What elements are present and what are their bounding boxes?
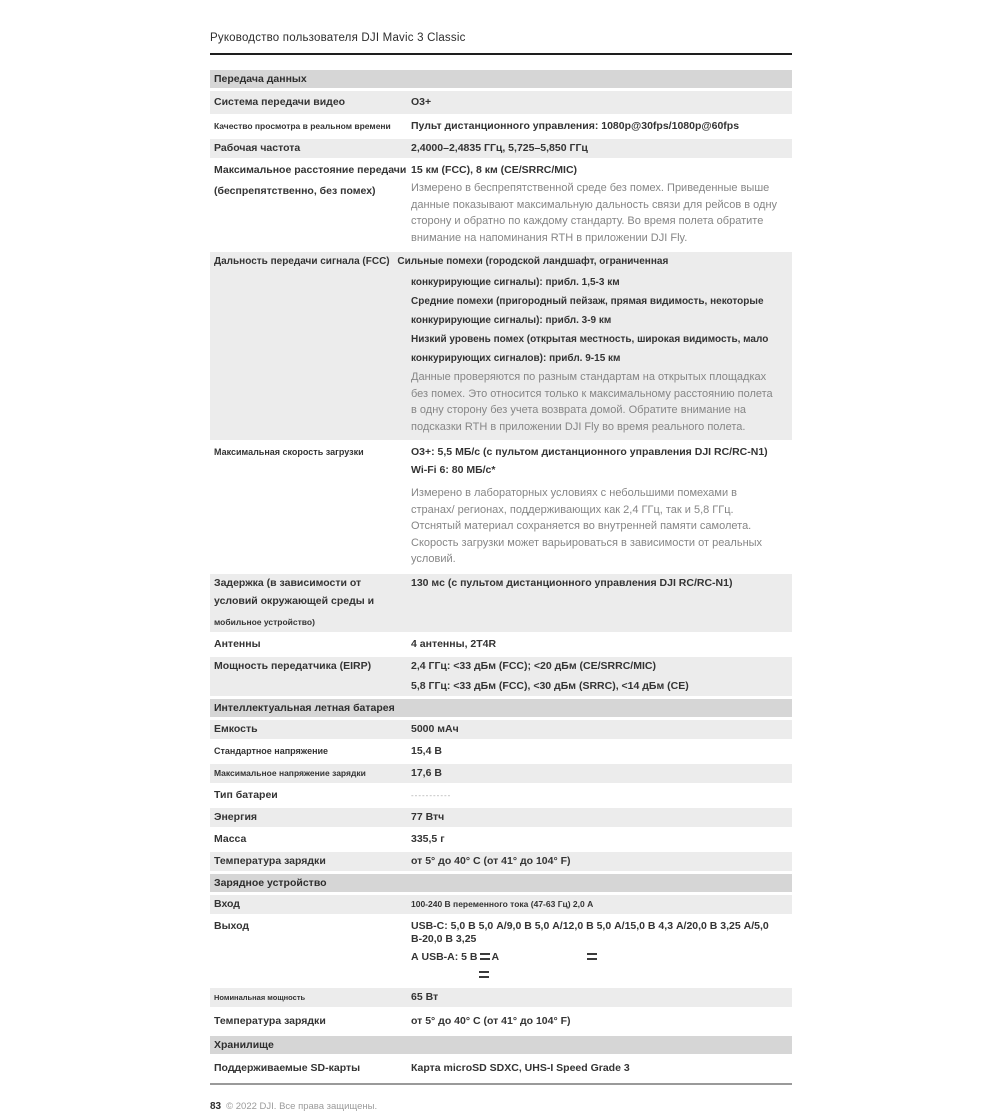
dc-symbol-icon <box>480 953 490 960</box>
spec-row-signal-range <box>210 252 792 443</box>
spec-value-redacted: ----------- <box>411 790 452 800</box>
spec-value-line <box>411 951 778 964</box>
spec-label <box>210 161 411 249</box>
dc-symbol-icon <box>479 971 489 978</box>
spec-note: Измерено в лабораторных условиях с небольшими помехами в странах/ регионах, поддерживающих как 2,4 ГГц, так и 5,8 ГГц. Отснятый материал сохраняется во внутренней памяти самолета. Скорость загрузки может варьироваться в зависимости от реальных условий. <box>411 487 763 565</box>
spec-row-input <box>210 895 792 917</box>
section-title: Зарядное устройство <box>214 876 327 889</box>
spec-value-line: конкурирующие сигналы): прибл. 3-9 км <box>411 315 612 326</box>
spec-row-max-charging-voltage <box>210 764 792 786</box>
doc-footer <box>210 1101 792 1112</box>
spec-label: Качество просмотра в реальном времени <box>214 121 391 131</box>
spec-value-line: USB-C: 5,0 В 5,0 А/9,0 В 5,0 А/12,0 В 5,0 А/15,0 В 4,3 А/20,0 В 3,25 А/5,0 В-20,0 В 3,25 <box>411 919 769 945</box>
spec-label: Максимальное напряжение зарядки <box>214 767 366 778</box>
spec-value-line: 2,4 ГГц: <33 дБм (FCC); <20 дБм (CE/SRRC/MIC) <box>411 659 656 672</box>
spec-label: Стандартное напряжение <box>214 745 329 756</box>
spec-row-upload-speed <box>210 443 792 574</box>
spec-label: Емкость <box>214 722 258 735</box>
dc-symbol-icon <box>587 953 597 960</box>
spec-row-antennas <box>210 635 792 657</box>
spec-value: 4 антенны, 2T4R <box>411 637 497 650</box>
spec-label: Вход <box>214 897 240 910</box>
spec-label-line: условий окружающей среды и <box>214 594 375 607</box>
spec-value: 130 мс (с пультом дистанционного управления DJI RC/RC-N1) <box>411 576 733 589</box>
spec-label: Рабочая частота <box>214 142 301 154</box>
doc-header-title: Руководство пользователя DJI Mavic 3 Classic <box>210 32 466 44</box>
section-header-battery <box>210 699 792 720</box>
spec-value-line: Сильные помехи (городской ландшафт, ограниченная <box>397 256 669 267</box>
spec-row-eirp <box>210 657 792 699</box>
spec-row-charging-temp-battery <box>210 852 792 874</box>
manual-page <box>210 0 792 1112</box>
spec-value: 65 Вт <box>411 990 439 1003</box>
spec-value: от 5° до 40° C (от 41° до 104° F) <box>411 1014 571 1027</box>
spec-value: Пульт дистанционного управления: 1080p@30fps/1080p@60fps <box>411 120 740 132</box>
spec-value: 5000 мАч <box>411 722 459 735</box>
section-header-storage <box>210 1036 792 1057</box>
header-rule <box>210 53 792 55</box>
spec-label: Система передачи видео <box>214 96 346 108</box>
spec-label: Выход <box>214 919 250 932</box>
section-header-transmission <box>210 70 792 91</box>
spec-row-output <box>210 917 792 988</box>
spec-row-sd-cards <box>210 1057 792 1083</box>
spec-value: 335,5 г <box>411 832 445 845</box>
spec-value-line: конкурирующие сигналы): прибл. 1,5-3 км <box>411 277 620 288</box>
spec-row-weight <box>210 830 792 852</box>
section-title: Передача данных <box>214 73 307 85</box>
spec-row-latency <box>210 574 792 635</box>
spec-label: Поддерживаемые SD-карты <box>214 1061 361 1074</box>
spec-value <box>411 917 792 985</box>
spec-note: Измерено в беспрепятственной среде без помех. Приведенные выше данные показывают максимальную дальность связи для рейсов в одну сторону и обратно по каждому стандарту. Во время полета обратите внимание на напоминания RTH в приложении DJI Fly. <box>411 182 778 244</box>
spec-value: 15,4 В <box>411 744 442 757</box>
spec-label-line: мобильное устройство) <box>214 616 315 627</box>
spec-note: Данные проверяются по разным стандартам на открытых площадках без помех. Это относится только к максимальному расстоянию полета в одну сторону без учета возврата домой. Обратите внимание на подсказки RTH в приложении DJI Fly во время реального полета. <box>411 371 773 433</box>
spec-value: 2,4000–2,4835 ГГц, 5,725–5,850 ГГц <box>411 142 588 154</box>
spec-value: Карта microSD SDXC, UHS-I Speed Grade 3 <box>411 1061 630 1074</box>
spec-label: Мощность передатчика (EIRP) <box>214 659 372 672</box>
section-title: Хранилище <box>214 1038 274 1051</box>
doc-header <box>210 32 792 55</box>
spec-label-and-value-line <box>214 255 788 269</box>
spec-value-line: конкурирующих сигналов): прибл. 9-15 км <box>411 353 621 364</box>
spec-value <box>411 443 792 571</box>
spec-value-line <box>411 969 778 982</box>
spec-label: Энергия <box>214 810 258 823</box>
copyright-text: © 2022 DJI. Все права защищены. <box>226 1100 378 1112</box>
spec-row-live-view <box>210 117 792 139</box>
spec-value: от 5° до 40° C (от 41° до 104° F) <box>411 854 571 867</box>
spec-value: 100-240 В переменного тока (47-63 Гц) 2,0 А <box>411 898 594 909</box>
spec-row-capacity <box>210 720 792 742</box>
spec-label <box>210 574 411 632</box>
spec-table <box>210 70 792 1085</box>
spec-value: 77 Втч <box>411 810 445 823</box>
spec-row-energy <box>210 808 792 830</box>
spec-label: Температура зарядки <box>214 854 326 867</box>
spec-value-line: Wi-Fi 6: 80 МБ/с* <box>411 464 496 476</box>
spec-label-line: (беспрепятственно, без помех) <box>214 185 376 197</box>
spec-value-line: Низкий уровень помех (открытая местность, широкая видимость, мало <box>411 334 769 345</box>
spec-value: 17,6 В <box>411 766 442 779</box>
spec-label: Номинальная мощность <box>214 992 306 1002</box>
spec-row-standard-voltage <box>210 742 792 764</box>
section-title: Интеллектуальная летная батарея <box>214 701 395 714</box>
spec-value-line: O3+: 5,5 МБ/с (с пультом дистанционного управления DJI RC/RC-N1) <box>411 446 768 458</box>
spec-label: Максимальная скорость загрузки <box>214 447 364 457</box>
spec-label-line: Максимальное расстояние передачи <box>214 164 407 176</box>
spec-label: Тип батареи <box>214 788 278 801</box>
spec-row-rated-power <box>210 988 792 1010</box>
spec-value-line: Средние помехи (пригородный пейзаж, прямая видимость, некоторые <box>411 296 764 307</box>
spec-value <box>411 657 792 696</box>
spec-value-fragment: А <box>491 950 500 963</box>
spec-label-line: Задержка (в зависимости от <box>214 576 362 589</box>
spec-value-line: 15 км (FCC), 8 км (CE/SRRC/MIC) <box>411 164 578 176</box>
spec-value <box>411 161 792 249</box>
spec-row-max-distance <box>210 161 792 252</box>
spec-value-fragment: А USB-A: 5 В <box>411 950 478 963</box>
spec-row-charging-temp-charger <box>210 1010 792 1036</box>
spec-row-video-system <box>210 91 792 117</box>
spec-row-frequency <box>210 139 792 161</box>
section-header-charger <box>210 874 792 895</box>
spec-label: Температура зарядки <box>214 1014 326 1027</box>
spec-label: Антенны <box>214 637 261 650</box>
spec-label: Дальность передачи сигнала (FCC) <box>214 256 390 267</box>
spec-row-battery-type <box>210 786 792 808</box>
spec-value: O3+ <box>411 96 432 108</box>
page-number: 83 <box>210 1100 222 1112</box>
spec-value-line: 5,8 ГГц: <33 дБм (FCC), <30 дБм (SRRC), <14 дБм (CE) <box>411 679 689 692</box>
spec-label: Масса <box>214 832 247 845</box>
